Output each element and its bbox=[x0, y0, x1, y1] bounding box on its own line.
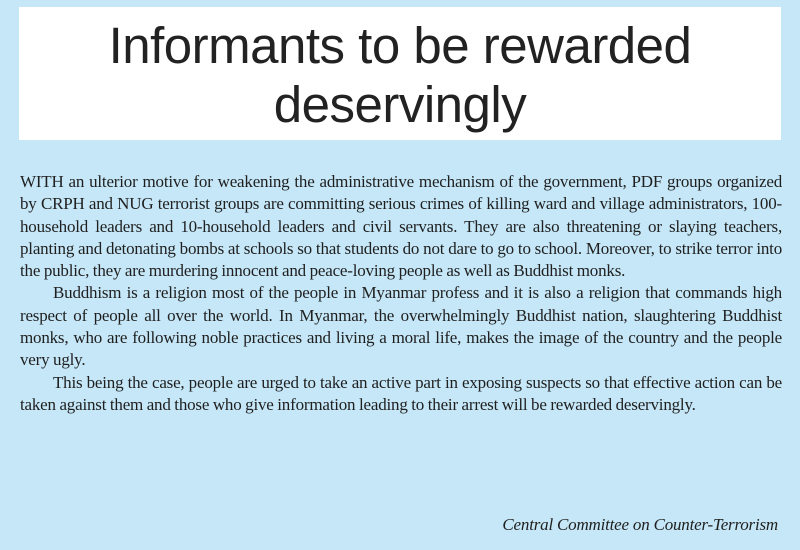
paragraph-3: This being the case, people are urged to take an active part in exposing suspects so that effective action can be taken against them and those who give information leading to their arrest will be rewarded deservingly. bbox=[20, 372, 782, 414]
article-body bbox=[20, 171, 782, 416]
signature: Central Committee on Counter-Terrorism bbox=[502, 515, 778, 534]
paragraph-1: WITH an ulterior motive for weakening the administrative mechanism of the government, PDF groups organized by CRPH and NUG terrorist groups are committing serious crimes of killing ward and village administrators, 100-household leaders and 10-household leaders and civil servants. They are also threatening or slaying teachers, planting and detonating bombs at schools so that students do not dare to go to school. Moreover, to strike terror into the public, they are murdering innocent and peace-loving people as well as Buddhist monks. bbox=[20, 172, 782, 281]
headline-box bbox=[19, 7, 781, 140]
paragraph-2: Buddhism is a religion most of the people in Myanmar profess and it is also a religion that commands high respect of people all over the world. In Myanmar, the overwhelmingly Buddhist nation, slaughtering Buddhist monks, who are following noble practices and living a moral life, makes the image of the country and the people very ugly. bbox=[20, 283, 782, 370]
headline: Informants to be rewarded deservingly bbox=[108, 17, 692, 133]
